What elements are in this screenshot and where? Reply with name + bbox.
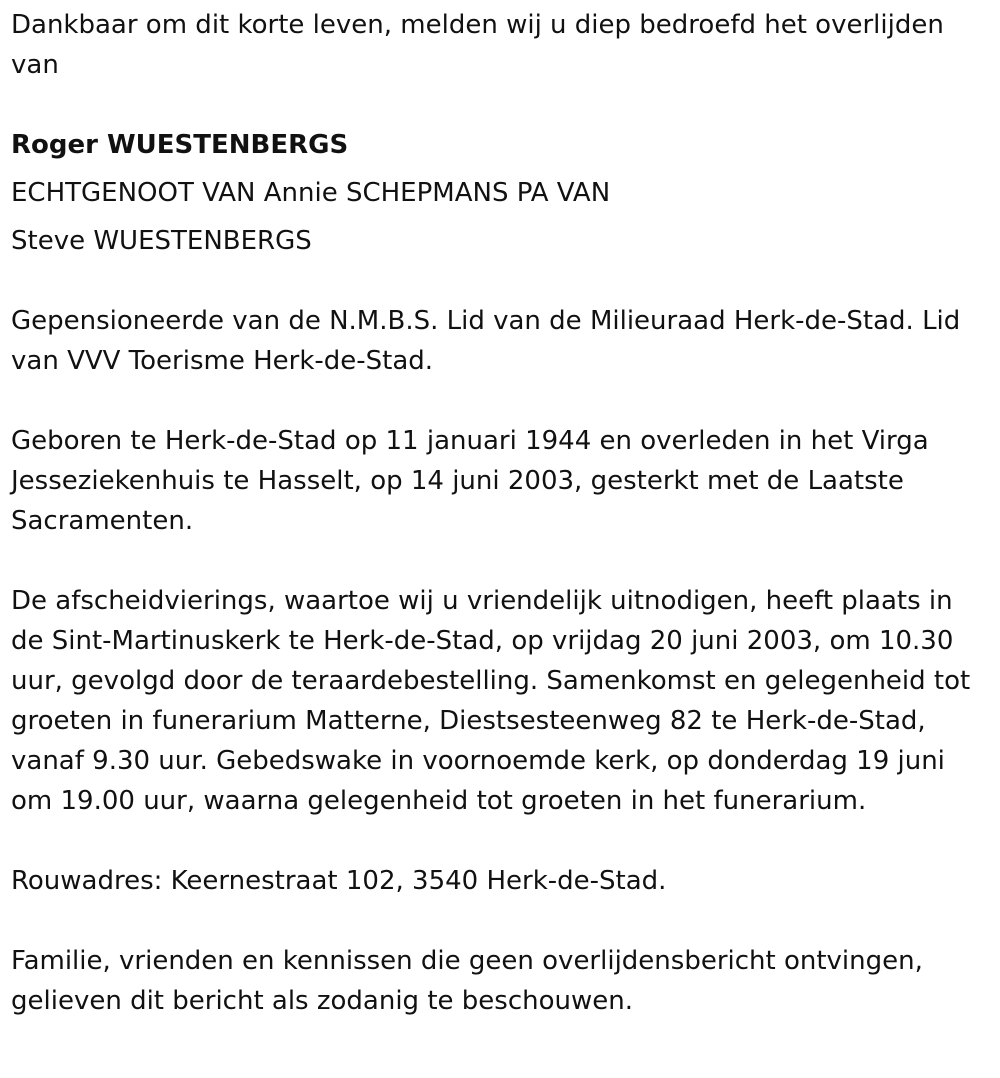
intro-text: Dankbaar om dit korte leven, melden wij u diep bedroefd het overlijden van	[11, 10, 944, 80]
paragraph-gap	[11, 541, 986, 581]
paragraph-gap	[11, 261, 986, 301]
paragraph-gap	[11, 901, 986, 941]
paragraph-gap	[11, 85, 986, 125]
biography-text: Gepensioneerde van de N.M.B.S. Lid van de Milieuraad Herk-de-Stad. Lid van VVV Toerisme Herk-de-Stad.	[11, 306, 961, 376]
obituary-notice	[11, 5, 986, 1021]
child-line: Steve WUESTENBERGS	[11, 226, 312, 256]
deceased-name: Roger WUESTENBERGS	[11, 130, 349, 160]
closing-text: Familie, vrienden en kennissen die geen overlijdensbericht ontvingen, gelieven dit bericht als zodanig te beschouwen.	[11, 946, 923, 1016]
mourning-address: Rouwadres: Keernestraat 102, 3540 Herk-de-Stad.	[11, 866, 667, 896]
paragraph-gap	[11, 821, 986, 861]
paragraph-gap	[11, 381, 986, 421]
deceased-name-line	[11, 125, 986, 165]
birth-death-text: Geboren te Herk-de-Stad op 11 januari 1944 en overleden in het Virga Jesseziekenhuis te Hasselt, op 14 juni 2003, gesterkt met de Laatste Sacramenten.	[11, 426, 929, 536]
ceremony-text: De afscheidvierings, waartoe wij u vriendelijk uitnodigen, heeft plaats in de Sint-Martinuskerk te Herk-de-Stad, op vrijdag 20 juni 2003, om 10.30 uur, gevolgd door de teraardebestelling. Samenkomst en gelegenheid tot groeten in funerarium Matterne, Diestsesteenweg 82 te Herk-de-Stad, vanaf 9.30 uur. Gebedswake in voornoemde kerk, op donderdag 19 juni om 19.00 uur, waarna gelegenheid tot groeten in het funerarium.	[11, 586, 971, 816]
spouse-line: ECHTGENOOT VAN Annie SCHEPMANS PA VAN	[11, 178, 611, 208]
